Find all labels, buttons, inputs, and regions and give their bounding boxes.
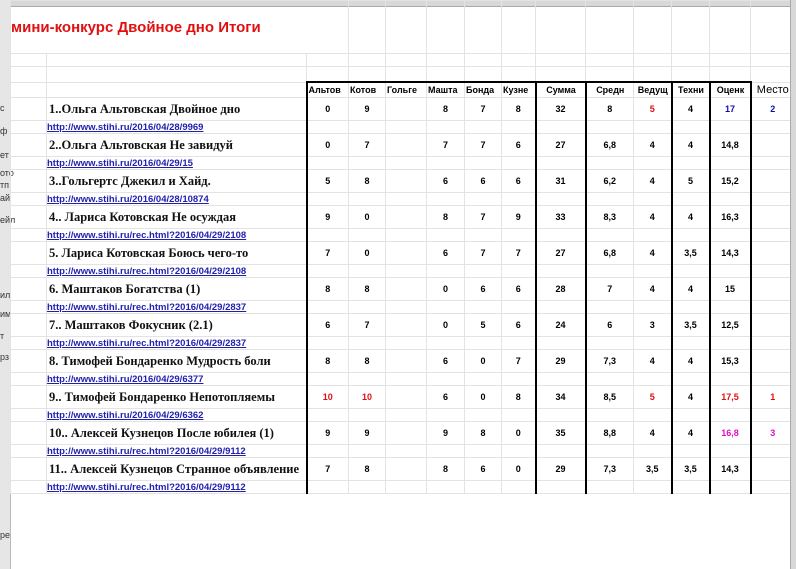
place-cell (751, 314, 795, 337)
sum-cell: 32 (536, 98, 586, 121)
average-cell: 8,8 (586, 422, 634, 445)
technique-score: 3,5 (672, 314, 710, 337)
host-score: 3 (634, 314, 672, 337)
judge-score: 9 (307, 206, 349, 229)
window-right-edge (790, 0, 796, 569)
column-header: Средн (586, 82, 634, 98)
entry-link[interactable]: http://www.stihi.ru/2016/04/28/10874 (47, 193, 209, 205)
judge-score: 7 (427, 134, 465, 157)
grade-cell: 12,5 (710, 314, 751, 337)
grade-cell: 14,3 (710, 242, 751, 265)
judge-score: 8 (307, 278, 349, 301)
judge-score (386, 206, 427, 229)
judge-score: 7 (465, 242, 502, 265)
sum-cell: 29 (536, 350, 586, 373)
column-header: Место (751, 82, 795, 98)
judge-score: 0 (307, 98, 349, 121)
technique-score: 4 (672, 386, 710, 409)
judge-score: 0 (465, 386, 502, 409)
column-header: Оценк (710, 82, 751, 98)
grade-cell: 14,8 (710, 134, 751, 157)
entry-link[interactable]: http://www.stihi.ru/rec.html?2016/04/29/2108 (47, 229, 247, 241)
sum-cell: 28 (536, 278, 586, 301)
judge-score: 0 (349, 206, 386, 229)
technique-score: 3,5 (672, 458, 710, 481)
column-header: Альтов (307, 82, 349, 98)
left-panel-text: им (0, 309, 12, 319)
column-header: Сумма (536, 82, 586, 98)
judge-score: 6 (427, 170, 465, 193)
left-panel-text: т (0, 331, 5, 341)
average-cell: 6,2 (586, 170, 634, 193)
entry-title: 6. Маштаков Богатства (1) (47, 278, 307, 301)
judge-score: 7 (349, 314, 386, 337)
sum-cell: 24 (536, 314, 586, 337)
judge-score: 9 (427, 422, 465, 445)
average-cell: 7,3 (586, 458, 634, 481)
judge-score: 6 (427, 242, 465, 265)
judge-score: 6 (427, 350, 465, 373)
entry-row (11, 422, 795, 445)
column-header: Котов (349, 82, 386, 98)
average-cell: 7,3 (586, 350, 634, 373)
entry-link[interactable]: http://www.stihi.ru/2016/04/28/9969 (47, 121, 204, 133)
judge-score: 8 (349, 170, 386, 193)
judge-score: 0 (427, 278, 465, 301)
judge-score: 6 (502, 314, 536, 337)
spreadsheet (10, 0, 796, 569)
place-cell (751, 170, 795, 193)
host-score: 4 (634, 422, 672, 445)
left-panel-text: ото (0, 168, 14, 178)
sum-cell: 27 (536, 242, 586, 265)
entry-title: 3..Гольгертс Джекил и Хайд. (47, 170, 307, 193)
technique-score: 4 (672, 350, 710, 373)
entry-title: 5. Лариса Котовская Боюсь чего-то (47, 242, 307, 265)
judge-score: 8 (349, 278, 386, 301)
judge-score (386, 278, 427, 301)
judge-score: 8 (427, 458, 465, 481)
judge-score: 8 (427, 98, 465, 121)
grade-cell: 15,3 (710, 350, 751, 373)
judge-score (386, 350, 427, 373)
place-cell (751, 458, 795, 481)
column-header: Ведущ (634, 82, 672, 98)
column-header: Бонда (465, 82, 502, 98)
judge-score: 6 (502, 170, 536, 193)
sum-cell: 33 (536, 206, 586, 229)
entry-row (11, 386, 795, 409)
entry-title: 11.. Алексей Кузнецов Странное объявление (47, 458, 307, 481)
judge-score: 6 (465, 458, 502, 481)
entry-row (11, 278, 795, 301)
technique-score: 4 (672, 98, 710, 121)
entry-title: 4.. Лариса Котовская Не осуждая (47, 206, 307, 229)
judge-score (386, 386, 427, 409)
entry-title: 1..Ольга Альтовская Двойное дно (47, 98, 307, 121)
entry-link[interactable]: http://www.stihi.ru/rec.html?2016/04/29/2108 (47, 265, 247, 277)
sum-cell: 31 (536, 170, 586, 193)
judge-score: 6 (502, 134, 536, 157)
technique-score: 3,5 (672, 242, 710, 265)
judge-score (386, 170, 427, 193)
entry-row (11, 350, 795, 373)
judge-score (386, 422, 427, 445)
results-table (10, 0, 795, 494)
judge-score: 10 (349, 386, 386, 409)
entry-row (11, 206, 795, 229)
judge-score: 8 (502, 98, 536, 121)
entry-title: 2..Ольга Альтовская Не завидуй (47, 134, 307, 157)
sum-cell: 34 (536, 386, 586, 409)
technique-score: 5 (672, 170, 710, 193)
column-header: Кузне (502, 82, 536, 98)
judge-score: 0 (502, 422, 536, 445)
place-cell (751, 206, 795, 229)
grade-cell: 15 (710, 278, 751, 301)
judge-score: 8 (465, 422, 502, 445)
entry-title: 9.. Тимофей Бондаренко Непотопляемы (47, 386, 307, 409)
judge-score: 7 (307, 242, 349, 265)
left-panel-fragments (0, 0, 16, 569)
judge-score: 0 (502, 458, 536, 481)
entry-link[interactable]: http://www.stihi.ru/2016/04/29/6362 (47, 409, 204, 421)
entry-title: 8. Тимофей Бондаренко Мудрость боли (47, 350, 307, 373)
judge-score: 0 (465, 350, 502, 373)
grade-cell: 17,5 (710, 386, 751, 409)
entry-link[interactable]: http://www.stihi.ru/rec.html?2016/04/29/2837 (47, 301, 247, 313)
technique-score: 4 (672, 206, 710, 229)
judge-score: 7 (465, 98, 502, 121)
judge-score (386, 458, 427, 481)
judge-score: 6 (307, 314, 349, 337)
host-score: 4 (634, 134, 672, 157)
left-panel-text: тп (0, 180, 9, 190)
judge-score: 5 (465, 314, 502, 337)
judge-score: 10 (307, 386, 349, 409)
entry-row (11, 98, 795, 121)
judge-score: 5 (307, 170, 349, 193)
technique-score: 4 (672, 422, 710, 445)
judge-score (386, 242, 427, 265)
column-header: Техни (672, 82, 710, 98)
page-title: мини-конкурс Двойное дно Итоги (11, 1, 349, 54)
judge-score: 7 (502, 242, 536, 265)
entry-title: 10.. Алексей Кузнецов После юбилея (1) (47, 422, 307, 445)
entry-row (11, 458, 795, 481)
grade-cell: 16,3 (710, 206, 751, 229)
left-panel-text: ет (0, 150, 9, 160)
technique-score: 4 (672, 278, 710, 301)
judge-score (386, 98, 427, 121)
host-score: 5 (634, 386, 672, 409)
judge-score: 0 (349, 242, 386, 265)
judge-score: 8 (349, 350, 386, 373)
grade-cell: 15,2 (710, 170, 751, 193)
judge-score: 6 (465, 170, 502, 193)
entry-link[interactable]: http://www.stihi.ru/rec.html?2016/04/29/2837 (47, 337, 247, 349)
judge-score: 8 (349, 458, 386, 481)
judge-score: 9 (349, 422, 386, 445)
place-cell: 3 (751, 422, 795, 445)
judge-score: 0 (307, 134, 349, 157)
entry-row (11, 170, 795, 193)
entry-title: 7.. Маштаков Фокусник (2.1) (47, 314, 307, 337)
judge-score: 7 (502, 350, 536, 373)
entry-row (11, 242, 795, 265)
judge-score: 7 (349, 134, 386, 157)
entry-link[interactable]: http://www.stihi.ru/rec.html?2016/04/29/9112 (47, 481, 246, 493)
left-panel-text: с (0, 103, 5, 113)
host-score: 4 (634, 206, 672, 229)
judge-score (386, 134, 427, 157)
left-panel-text: ил (0, 290, 11, 300)
column-header: Гольге (386, 82, 427, 98)
left-panel-text: ф (0, 126, 8, 136)
average-cell: 7 (586, 278, 634, 301)
grade-cell: 17 (710, 98, 751, 121)
host-score: 5 (634, 98, 672, 121)
entry-row (11, 314, 795, 337)
place-cell: 1 (751, 386, 795, 409)
sum-cell: 27 (536, 134, 586, 157)
sum-cell: 29 (536, 458, 586, 481)
host-score: 4 (634, 278, 672, 301)
place-cell (751, 350, 795, 373)
average-cell: 8,5 (586, 386, 634, 409)
judge-score: 6 (465, 278, 502, 301)
entry-link[interactable]: http://www.stihi.ru/rec.html?2016/04/29/9112 (47, 445, 246, 457)
place-cell (751, 134, 795, 157)
place-cell: 2 (751, 98, 795, 121)
left-panel-text: ай (0, 193, 11, 203)
judge-score: 6 (427, 386, 465, 409)
left-panel-text: рз (0, 352, 10, 362)
average-cell: 8,3 (586, 206, 634, 229)
judge-score: 0 (427, 314, 465, 337)
average-cell: 6,8 (586, 242, 634, 265)
judge-score: 8 (502, 386, 536, 409)
judge-score: 9 (307, 422, 349, 445)
place-cell (751, 278, 795, 301)
judge-score: 7 (465, 206, 502, 229)
technique-score: 4 (672, 134, 710, 157)
entry-row (11, 134, 795, 157)
entry-link[interactable]: http://www.stihi.ru/2016/04/29/15 (47, 157, 193, 169)
left-panel-text: ейл (0, 215, 16, 225)
judge-score: 7 (307, 458, 349, 481)
sum-cell: 35 (536, 422, 586, 445)
average-cell: 6 (586, 314, 634, 337)
left-panel-text: ре (0, 530, 11, 540)
grade-cell: 14,3 (710, 458, 751, 481)
judge-score: 7 (465, 134, 502, 157)
place-cell (751, 242, 795, 265)
judge-score: 9 (349, 98, 386, 121)
judge-score: 8 (307, 350, 349, 373)
host-score: 4 (634, 170, 672, 193)
judge-score: 6 (502, 278, 536, 301)
host-score: 3,5 (634, 458, 672, 481)
grade-cell: 16,8 (710, 422, 751, 445)
judge-score: 8 (427, 206, 465, 229)
judge-score (386, 314, 427, 337)
average-cell: 8 (586, 98, 634, 121)
judge-score: 9 (502, 206, 536, 229)
host-score: 4 (634, 350, 672, 373)
entry-link[interactable]: http://www.stihi.ru/2016/04/29/6377 (47, 373, 204, 385)
average-cell: 6,8 (586, 134, 634, 157)
column-header: Машта (427, 82, 465, 98)
host-score: 4 (634, 242, 672, 265)
